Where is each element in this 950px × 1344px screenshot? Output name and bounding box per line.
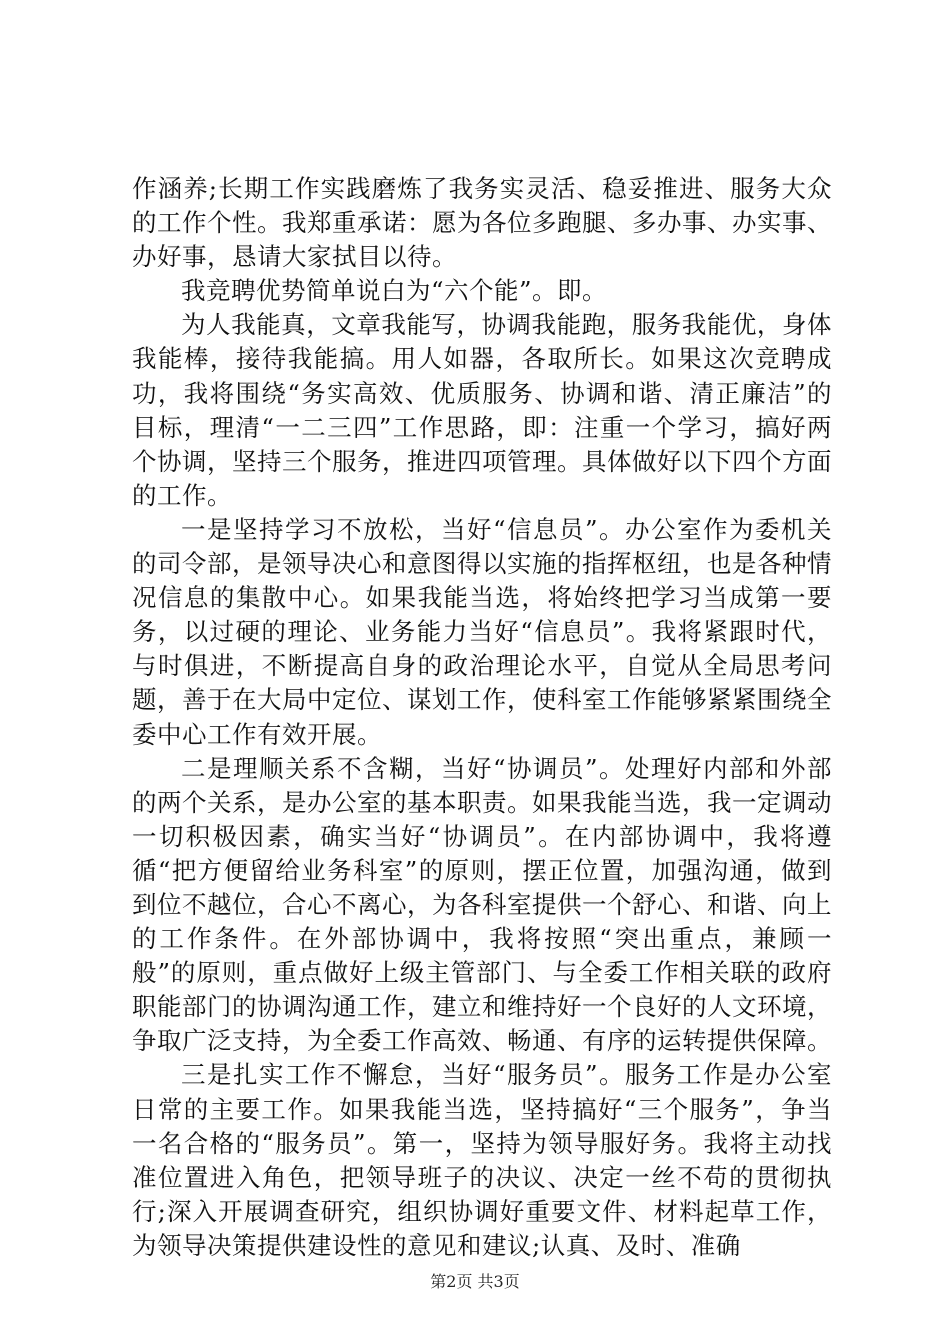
paragraph-advantages: 我竞聘优势简单说白为“六个能”。即。: [181, 276, 608, 306]
paragraph-information-officer: 一是坚持学习不放松，当好“信息员”。办公室作为委机关的司令部，是领导决心和意图得以实施的指挥枢纽，也是各种情况信息的集散中心。如果我能当选，将始终把学习当成第一要务，以过硬的理论、业务能力当好“信息员”。我将紧跟时代，与时俱进，不断提高自身的政治理论水平，自觉从全局思考问题，善于在大局中定位、谋划工作，使科室工作能够紧紧围绕全委中心工作有效开展。: [132, 514, 832, 749]
paragraph-continuation: 作涵养;长期工作实践磨炼了我务实灵活、稳妥推进、服务大众的工作个性。我郑重承诺：愿为各位多跑腿、多办事、办实事、办好事，恳请大家拭目以待。: [132, 174, 832, 272]
page-number-footer: 第2页 共3页: [430, 1272, 520, 1291]
paragraph-six-abilities: 为人我能真，文章我能写，协调我能跑，服务我能优，身体我能棒，接待我能搞。用人如器，各取所长。如果这次竞聘成功，我将围绕“务实高效、优质服务、协调和谐、清正廉洁”的目标，理清“一二三四”工作思路，即：注重一个学习，搞好两个协调，坚持三个服务，推进四项管理。具体做好以下四个方面的工作。: [132, 310, 832, 510]
document-body: [132, 172, 832, 1263]
paragraph-service-officer: 三是扎实工作不懈怠，当好“服务员”。服务工作是办公室日常的主要工作。如果我能当选，坚持搞好“三个服务”，争当一名合格的“服务员”。第一，坚持为领导服好务。我将主动找准位置进入角色，把领导班子的决议、决定一丝不苟的贯彻执行;深入开展调查研究，组织协调好重要文件、材料起草工作，为领导决策提供建设性的意见和建议;认真、及时、准确: [132, 1060, 832, 1260]
paragraph-coordinator: 二是理顺关系不含糊，当好“协调员”。处理好内部和外部的两个关系，是办公室的基本职责。如果我能当选，我一定调动一切积极因素，确实当好“协调员”。在内部协调中，我将遵循“把方便留给业务科室”的原则，摆正位置，加强沟通，做到到位不越位，合心不离心，为各科室提供一个舒心、和谐、向上的工作条件。在外部协调中，我将按照“突出重点，兼顾一般”的原则，重点做好上级主管部门、与全委工作相关联的政府职能部门的协调沟通工作，建立和维持好一个良好的人文环境，争取广泛支持，为全委工作高效、畅通、有序的运转提供保障。: [132, 753, 832, 1056]
